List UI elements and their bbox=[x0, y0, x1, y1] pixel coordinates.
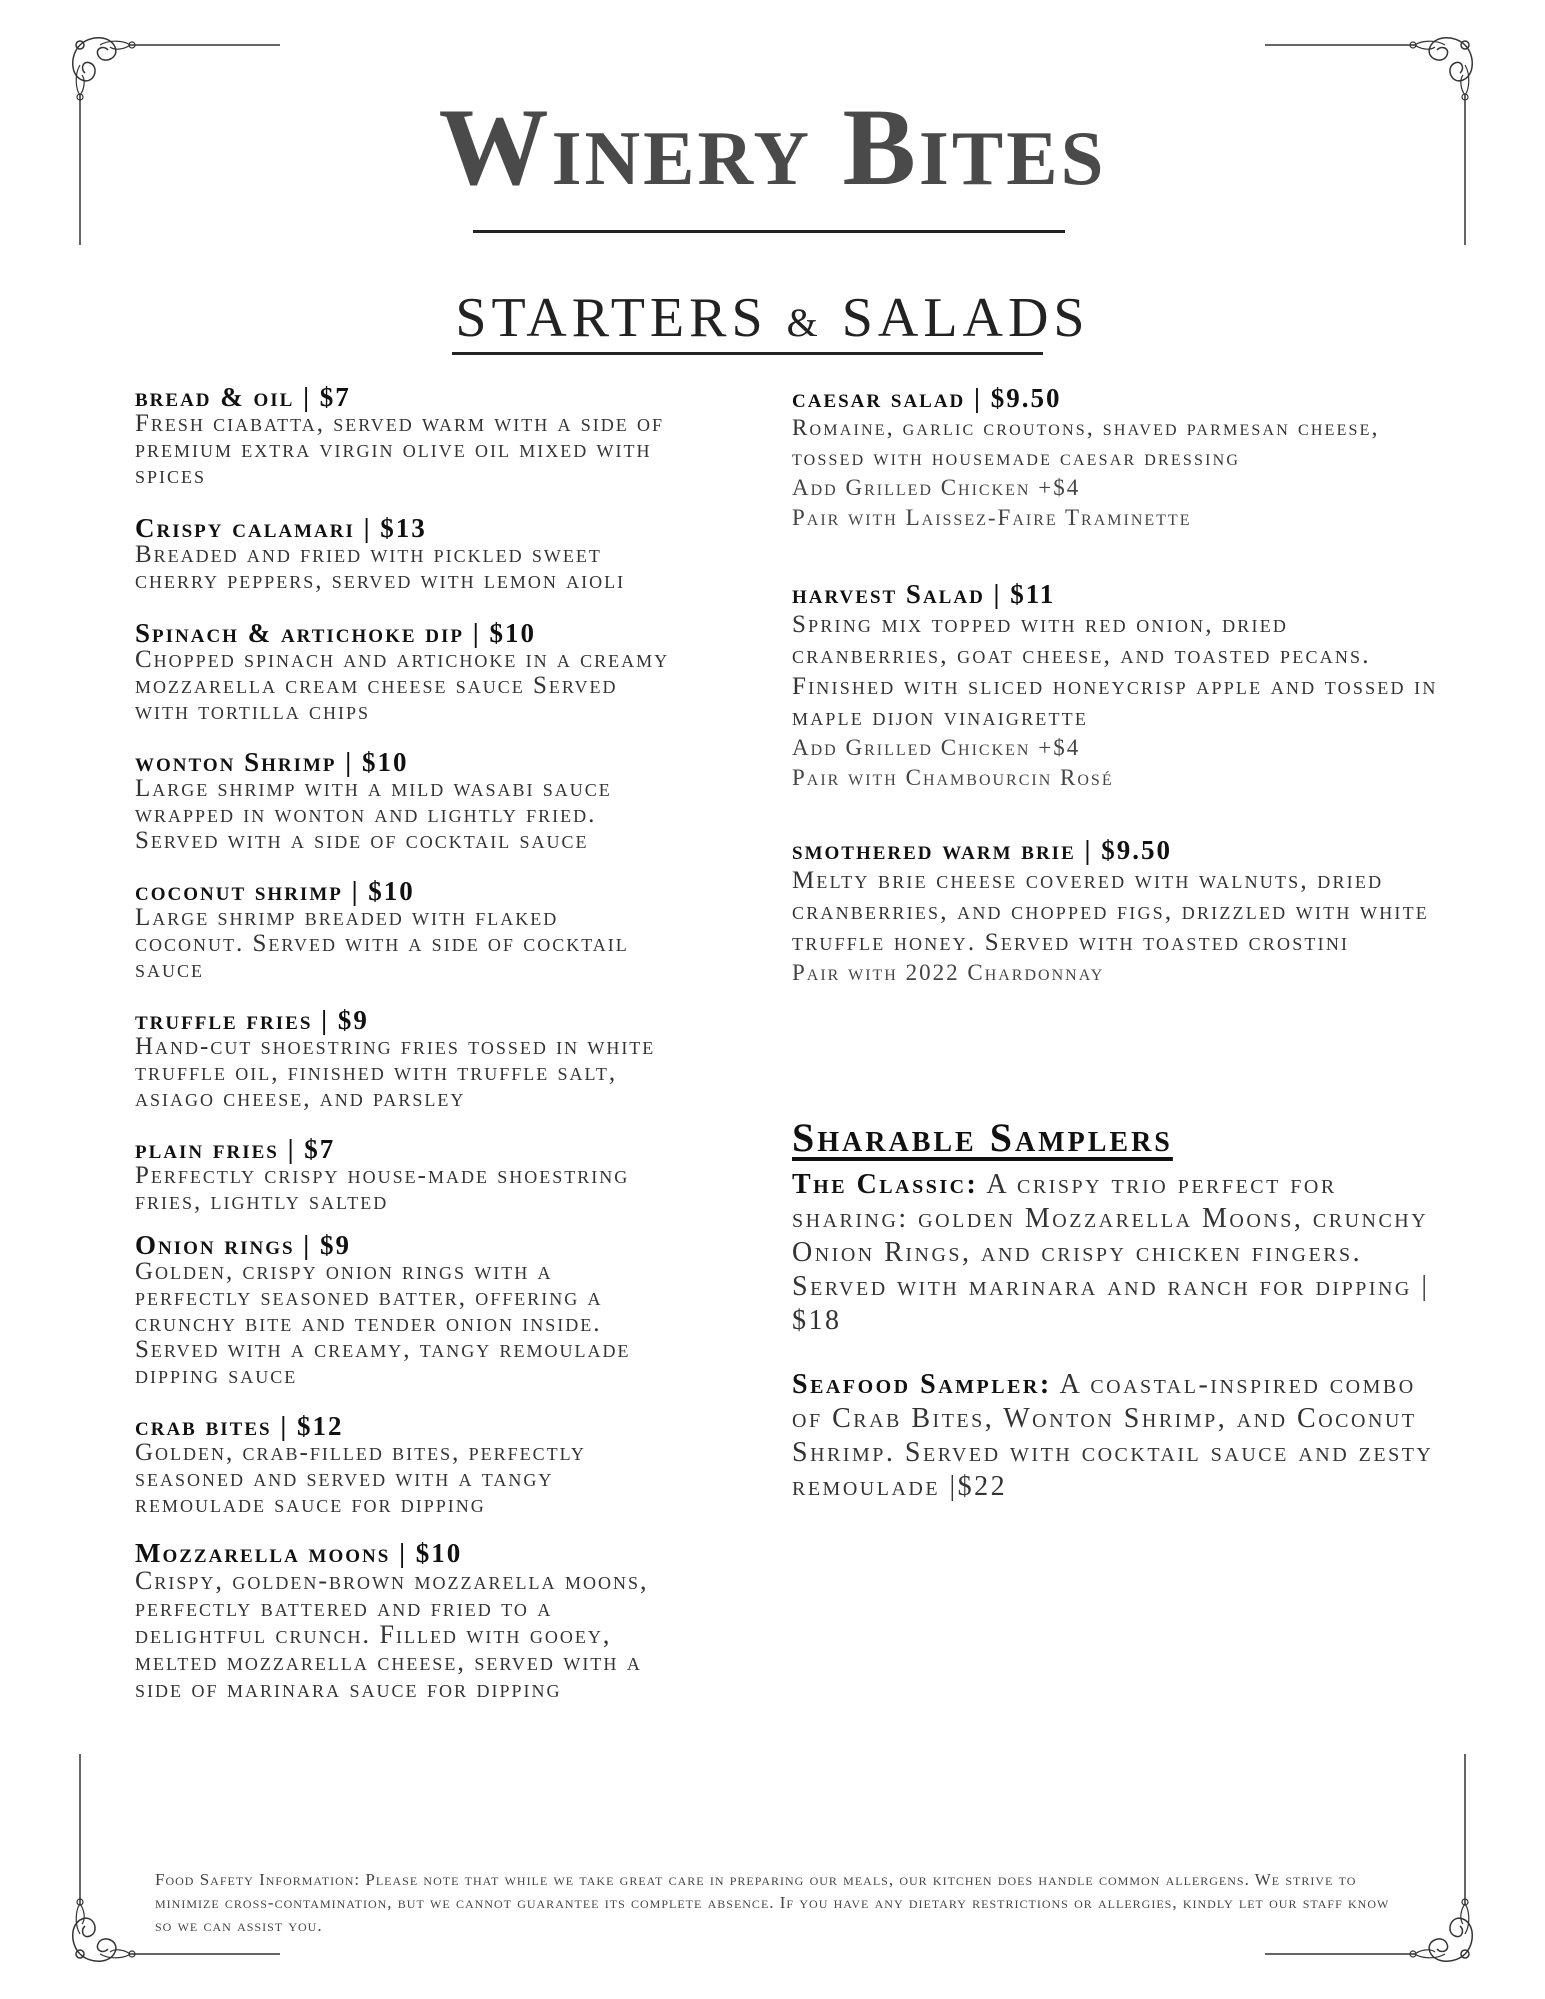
menu-item bbox=[135, 1135, 675, 1215]
section-divider bbox=[452, 352, 1043, 355]
food-safety-note: Food Safety Information: Please note that while we take great care in preparing our meals, our kitchen does handle common allergens. We strive to minimize cross-contamination, but we cannot guarantee its complete absence. If you have any dietary restrictions or allergies, kindly let our staff know so we can assist you. bbox=[155, 1870, 1390, 1935]
menu-item-addon: Add Grilled Chicken +$4 bbox=[792, 735, 1081, 760]
menu-item-pairing: Pair with Chambourcin Rosé bbox=[792, 765, 1114, 790]
menu-item bbox=[135, 1412, 675, 1518]
menu-item-name: plain fries | $7 bbox=[135, 1134, 336, 1164]
menu-item bbox=[135, 383, 675, 489]
menu-item-name: Crispy calamari | $13 bbox=[135, 513, 427, 543]
section-heading-part1: STARTERS bbox=[455, 287, 768, 349]
menu-item bbox=[135, 1231, 675, 1389]
menu-item-name: crab bites | $12 bbox=[135, 1411, 344, 1441]
menu-item-pairing: Pair with 2022 Chardonnay bbox=[792, 960, 1105, 985]
menu-item bbox=[135, 748, 675, 854]
sampler-classic-text: A crispy trio perfect for sharing: golden Mozzarella Moons, crunchy Onion Rings, and crispy chicken fingers. Served with marinara and ranch for dipping | $18 bbox=[792, 1169, 1430, 1336]
menu-item-description: Golden, crispy onion rings with a perfectly seasoned batter, offering a crunchy bite and tender onion inside. Served with a creamy, tangy remoulade dipping sauce bbox=[135, 1258, 631, 1389]
menu-item-description: Large shrimp with a mild wasabi sauce wrapped in wonton and lightly fried. Served with a side of cocktail sauce bbox=[135, 775, 612, 854]
menu-item-description: Large shrimp breaded with flaked coconut. Served with a side of cocktail sauce bbox=[135, 904, 629, 983]
menu-item-addon: Add Grilled Chicken +$4 bbox=[792, 475, 1081, 500]
section-heading-part2: SALADS bbox=[841, 287, 1090, 349]
sampler-classic bbox=[792, 1168, 1452, 1338]
menu-item-name: Onion rings | $9 bbox=[135, 1230, 351, 1260]
samplers-heading: Sharable Samplers bbox=[792, 1115, 1173, 1160]
menu-item-description: Crispy, golden-brown mozzarella moons, perfectly battered and fried to a delightful crunch. Filled with gooey, melted mozzarella cheese, served with a side of marinara sauce for dipping bbox=[135, 1566, 649, 1703]
menu-item bbox=[792, 579, 1452, 793]
menu-item bbox=[135, 619, 675, 725]
menu-item-name: coconut shrimp | $10 bbox=[135, 876, 415, 906]
menu-item-name: Spinach & artichoke dip | $10 bbox=[135, 618, 536, 648]
menu-item bbox=[792, 835, 1452, 988]
sampler-seafood-text: A coastal-inspired combo of Crab Bites, Wonton Shrimp, and Coconut Shrimp. Served with cocktail sauce and zesty remoulade |$22 bbox=[792, 1369, 1434, 1502]
section-heading-amp: & bbox=[786, 300, 823, 345]
menu-item-name: Mozzarella moons | $10 bbox=[135, 1538, 463, 1568]
menu-item bbox=[135, 877, 675, 983]
menu-item bbox=[792, 383, 1452, 533]
menu-item-pairing: Pair with Laissez-Faire Traminette bbox=[792, 505, 1192, 530]
menu-item-description: Chopped spinach and artichoke in a creamy mozzarella cream cheese sauce Served with tortilla chips bbox=[135, 646, 670, 725]
menu-item bbox=[135, 514, 675, 594]
menu-item-description: Spring mix topped with red onion, dried cranberries, goat cheese, and toasted pecans. Finished with sliced honeycrisp apple and tossed in maple dijon vinaigrette bbox=[792, 611, 1438, 731]
sampler-seafood-label: Seafood Sampler: bbox=[792, 1369, 1052, 1400]
menu-item-name: harvest Salad | $11 bbox=[792, 579, 1056, 609]
menu-item bbox=[135, 1006, 675, 1112]
right-menu-column bbox=[792, 383, 1452, 988]
menu-item-name: caesar salad | $9.50 bbox=[792, 383, 1062, 413]
menu-item-description: Melty brie cheese covered with walnuts, dried cranberries, and chopped figs, drizzled with white truffle honey. Served with toasted crostini bbox=[792, 867, 1429, 956]
menu-item-name: bread & oil | $7 bbox=[135, 382, 351, 412]
section-heading bbox=[0, 287, 1545, 349]
left-menu-column bbox=[135, 383, 675, 1702]
menu-item-description: Perfectly crispy house-made shoestring fries, lightly salted bbox=[135, 1162, 630, 1215]
menu-item-description: Golden, crab-filled bites, perfectly seasoned and served with a tangy remoulade sauce for dipping bbox=[135, 1439, 586, 1518]
sampler-seafood bbox=[792, 1368, 1452, 1504]
menu-item-name: smothered warm brie | $9.50 bbox=[792, 835, 1172, 865]
menu-item-name: wonton Shrimp | $10 bbox=[135, 747, 409, 777]
menu-item-description: Breaded and fried with pickled sweet cherry peppers, served with lemon aioli bbox=[135, 541, 626, 594]
menu-item bbox=[135, 1539, 675, 1702]
menu-item-description: Romaine, garlic croutons, shaved parmesan cheese, tossed with housemade caesar dressing bbox=[792, 415, 1380, 470]
sampler-classic-label: The Classic: bbox=[792, 1169, 979, 1200]
page-title: Winery Bites bbox=[438, 86, 1107, 208]
menu-item-description: Fresh ciabatta, served warm with a side of premium extra virgin olive oil mixed with spices bbox=[135, 410, 665, 489]
menu-item-name: truffle fries | $9 bbox=[135, 1005, 369, 1035]
title-divider bbox=[473, 230, 1065, 233]
menu-item-description: Hand-cut shoestring fries tossed in white truffle oil, finished with truffle salt, asiago cheese, and parsley bbox=[135, 1033, 656, 1112]
